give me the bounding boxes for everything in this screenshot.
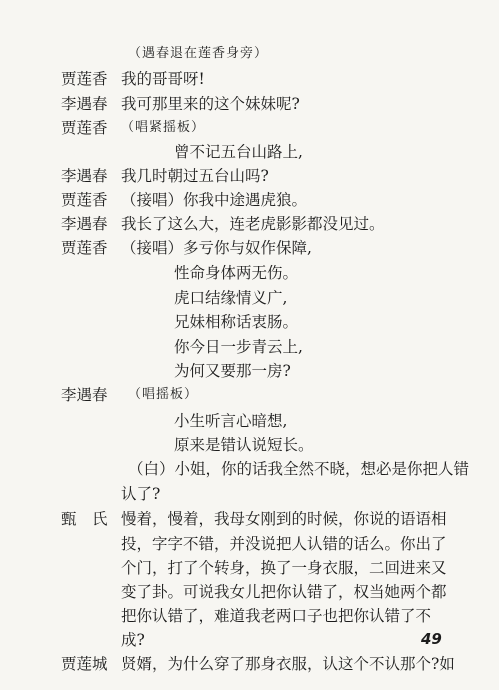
verse-line: 曾不记五台山路上, [174, 143, 303, 161]
dialogue-line: 慢着，慢着，我母女刚到的时候，你说的语语相 [121, 510, 447, 528]
verse-line: 兄妹相称话衷肠。 [174, 313, 299, 331]
dialogue-line: （白）小姐，你的话我全然不晓，想必是你把人错 [128, 460, 470, 478]
stage-direction: （唱紧摇板） [121, 120, 206, 135]
stage-direction: （唱摇板） [128, 387, 199, 402]
dialogue-line: 个门，打了个转身，换了一身衣服，二回进来又 [121, 559, 447, 577]
dialogue-line: 我长了这么大，连老虎影影都没见过。 [121, 215, 385, 233]
page-number: 49 [421, 630, 442, 648]
speaker-label: 李遇春 [61, 386, 108, 404]
dialogue-line: 投，字字不错，并没说把人认错的话么。你出了 [121, 535, 447, 553]
speaker-label: 甄 氏 [61, 510, 108, 528]
verse-line: 小生听言心暗想, [174, 412, 288, 430]
verse-line: 虎口结缘情义广, [174, 289, 288, 307]
dialogue-line: 成? [121, 631, 145, 649]
dialogue-line: （接唱）多亏你与奴作保障, [121, 239, 312, 257]
verse-line: 你今日一步青云上, [174, 338, 303, 356]
stage-direction: （遇春退在莲香身旁） [128, 46, 269, 61]
speaker-label: 李遇春 [61, 215, 108, 233]
dialogue-line: （接唱）你我中途遇虎狼。 [121, 191, 308, 209]
speaker-label: 贾莲香 [61, 70, 108, 88]
speaker-label: 贾莲城 [61, 655, 108, 673]
verse-line: 原来是错认说短长。 [174, 436, 314, 454]
dialogue-line: 贤婿，为什么穿了那身衣服，认这个不认那个?如 [121, 655, 455, 673]
verse-line: 性命身体两无伤。 [174, 264, 299, 282]
speaker-label: 李遇春 [61, 95, 108, 113]
dialogue-line: 把你认错了，难道我老两口子也把你认错了不 [121, 607, 432, 625]
dialogue-line: 我几时朝过五台山吗? [121, 167, 269, 185]
speaker-label: 李遇春 [61, 167, 108, 185]
speaker-label: 贾莲香 [61, 239, 108, 257]
verse-line: 为何又要那一房? [174, 362, 291, 380]
dialogue-line: 认了? [121, 485, 161, 503]
dialogue-line: 我可那里来的这个妹妹呢? [121, 95, 300, 113]
dialogue-line: 我的哥哥呀! [121, 70, 205, 88]
speaker-label: 贾莲香 [61, 191, 108, 209]
speaker-label: 贾莲香 [61, 119, 108, 137]
dialogue-line: 变了卦。可说我女儿把你认错了，权当她两个都 [121, 583, 447, 601]
